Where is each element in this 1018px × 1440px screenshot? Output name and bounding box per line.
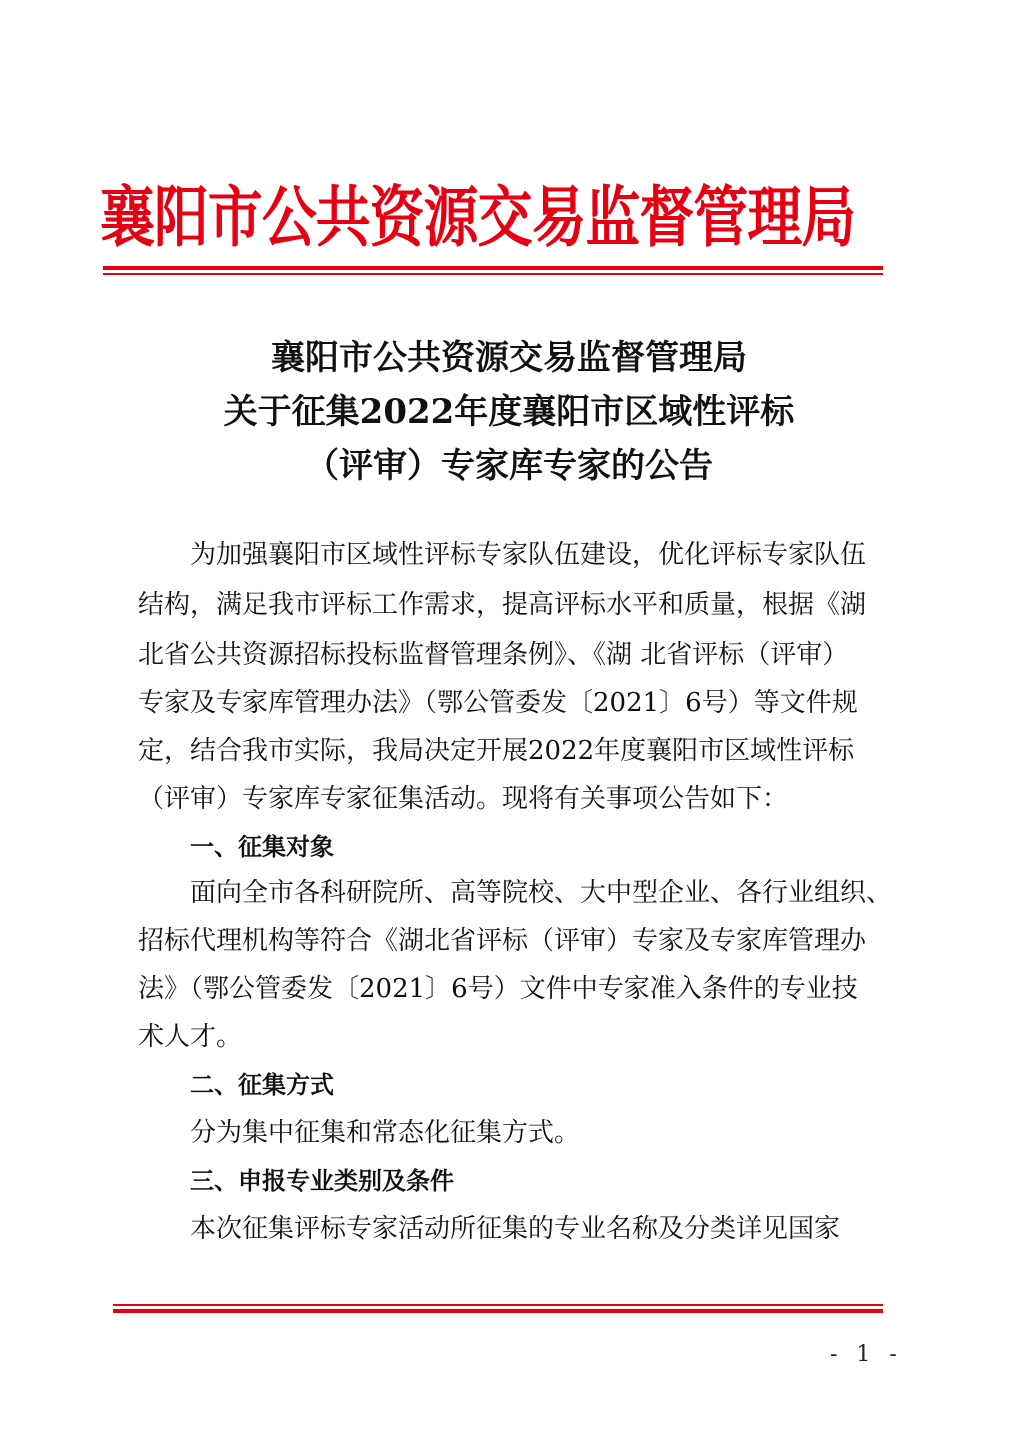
section-3-line: 本次征集评标专家活动所征集的专业名称及分类详见国家 <box>138 1214 841 1244</box>
section-1-line: 法》（鄂公管委发〔2021〕6号）文件中专家准入条件的专业技 <box>138 974 858 1004</box>
intro-line: 结构，满足我市评标工作需求，提高评标水平和质量，根据《湖 <box>138 590 867 620</box>
intro-line: 为加强襄阳市区域性评标专家队伍建设，优化评标专家队伍 <box>138 540 867 570</box>
letterhead-rule-thin <box>103 273 883 275</box>
intro-line: （评审）专家库专家征集活动。现将有关事项公告如下： <box>138 784 789 814</box>
footer-rule-thick <box>113 1309 883 1313</box>
document-title-line-2: 关于征集2022年度襄阳市区域性评标 <box>223 392 795 432</box>
intro-line: 专家及专家库管理办法》（鄂公管委发〔2021〕6号）等文件规 <box>138 688 858 718</box>
letterhead-rule-thick <box>103 266 883 270</box>
document-title-line-1: 襄阳市公共资源交易监督管理局 <box>271 338 747 378</box>
section-heading-3: 三、申报专业类别及条件 <box>190 1167 454 1195</box>
page-number: - 1 - <box>830 1342 903 1367</box>
section-1-line: 招标代理机构等符合《湖北省评标（评审）专家及专家库管理办 <box>138 926 867 956</box>
document-title-line-3: （评审）专家库专家的公告 <box>305 446 713 486</box>
section-heading-2: 二、征集方式 <box>190 1071 334 1099</box>
section-2-line: 分为集中征集和常态化征集方式。 <box>138 1118 581 1148</box>
footer-rule-thin <box>113 1304 883 1306</box>
letterhead-title: 襄阳市公共资源交易监督管理局 <box>100 179 856 256</box>
section-1-line: 面向全市各科研院所、高等院校、大中型企业、各行业组织、 <box>138 878 893 908</box>
section-heading-1: 一、征集对象 <box>190 833 334 861</box>
section-1-line: 术人才。 <box>138 1022 243 1052</box>
intro-line: 定，结合我市实际，我局决定开展2022年度襄阳市区域性评标 <box>138 736 855 766</box>
intro-line: 北省公共资源招标投标监督管理条例》、《湖 北省评标（评审） <box>138 640 849 670</box>
